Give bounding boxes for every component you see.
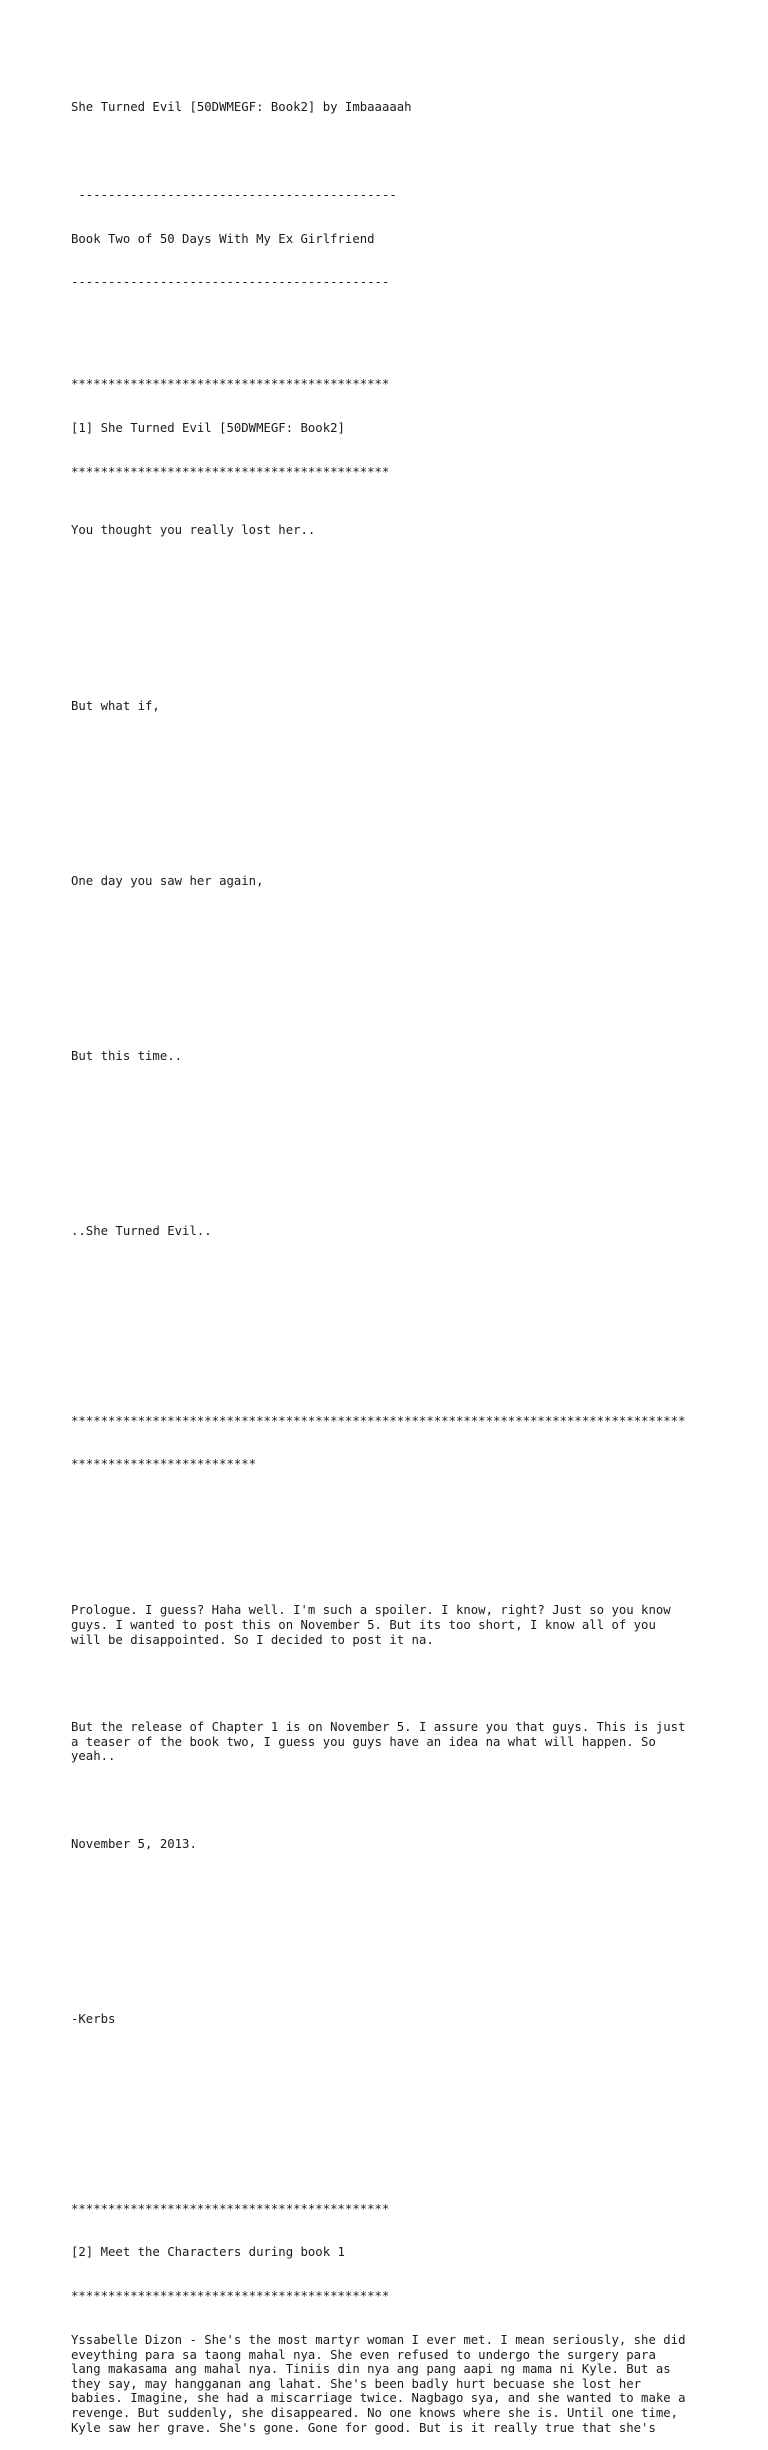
chapter1-stars-bottom: ******************************************* [71, 465, 390, 480]
blank-line [71, 1881, 711, 1896]
chapter1-line: But this time.. [71, 1048, 183, 1063]
blank-line [71, 786, 711, 801]
blank-line [71, 1180, 711, 1195]
document-page [71, 71, 711, 2450]
divider-stars: *********************************************************************************** [71, 1413, 686, 1428]
chapter2-stars-top: ******************************************* [71, 2201, 390, 2216]
chapter1-line: One day you saw her again, [71, 873, 264, 888]
blank-line [71, 2100, 711, 2115]
rule-top: ------------------------------------------- [71, 187, 397, 202]
chapter1-line: ..She Turned Evil.. [71, 1223, 212, 1238]
blank-line [71, 1793, 711, 1808]
document-subtitle: Book Two of 50 Days With My Ex Girlfriend [71, 231, 375, 246]
blank-line [71, 1005, 711, 1020]
blank-line [71, 961, 711, 976]
chapter2-stars-bottom: ******************************************* [71, 2289, 390, 2304]
divider-stars: ************************* [71, 1457, 257, 1472]
blank-line [71, 1093, 711, 1108]
chapter1-heading: [1] She Turned Evil [50DWMEGF: Book2] [71, 421, 345, 436]
chapter1-line: You thought you really lost her.. [71, 523, 316, 538]
rule-bottom: ------------------------------------------- [71, 275, 390, 290]
author-signature: -Kerbs [71, 2011, 116, 2026]
blank-line [71, 1676, 711, 1691]
blank-line [71, 1924, 711, 1939]
blank-line [71, 144, 711, 159]
blank-line [71, 611, 711, 626]
blank-line [71, 742, 711, 757]
author-note-paragraph: But the release of Chapter 1 is on November 5. I assure you that guys. This is just a teaser of the book two, I guess you guys have an idea na what will happen. So yeah.. [71, 1720, 686, 1764]
blank-line [71, 1501, 711, 1516]
chapter1-stars-top: ******************************************* [71, 377, 390, 392]
blank-line [71, 830, 711, 845]
blank-line [71, 1968, 711, 1983]
blank-line [71, 1268, 711, 1283]
blank-line [71, 655, 711, 670]
blank-line [71, 567, 711, 582]
note-date: November 5, 2013. [71, 1836, 197, 1851]
blank-line [71, 1355, 711, 1370]
blank-line [71, 1136, 711, 1151]
blank-line [71, 2143, 711, 2158]
blank-line [71, 917, 711, 932]
chapter2-body: Yssabelle Dizon - She's the most martyr woman I ever met. I mean seriously, she did eveything para sa taong mahal nya. She even refused to undergo the surgery para lang makasama ang mahal nya. Tiniis din nya ang pang aapi ng mama ni Kyle. But as they say, may hangganan ang lahat. She's been badly hurt becuase she lost her babies. Imagine, she had a miscarriage twice. Nagbago sya, and she wanted to make a revenge. But suddenly, she disappeared. No one knows where she is. Until one time, Kyle saw her grave. She's gone. Gone for good. But is it really true that she's [71, 2333, 686, 2435]
author-note-paragraph: Prologue. I guess? Haha well. I'm such a spoiler. I know, right? Just so you know guys. I wanted to post this on November 5. But its too short, I know all of you will be disappointed. So I decided to post it na. [71, 1603, 671, 1647]
document-title: She Turned Evil [50DWMEGF: Book2] by Imbaaaaah [71, 100, 412, 115]
blank-line [71, 319, 711, 334]
chapter2-heading: [2] Meet the Characters during book 1 [71, 2245, 345, 2260]
blank-line [71, 1545, 711, 1560]
chapter1-line: But what if, [71, 698, 160, 713]
blank-line [71, 2056, 711, 2071]
blank-line [71, 1311, 711, 1326]
